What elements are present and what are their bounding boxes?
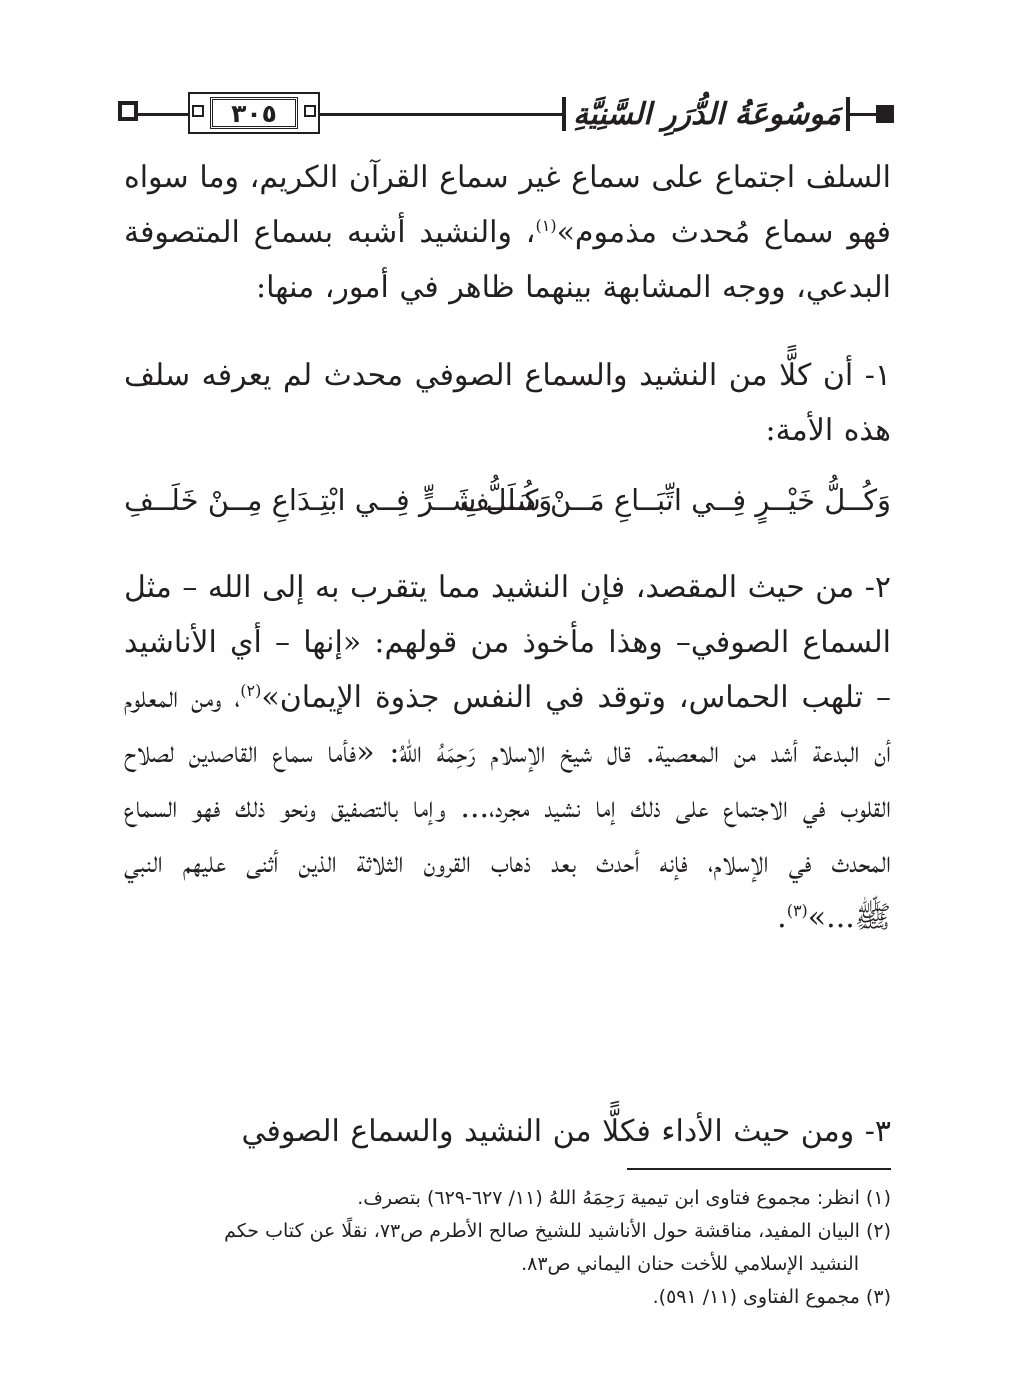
verse-first-hemistich: وَكُــلُّ خَيْــرٍ فِــي اتِّبَــاعِ مَــنْ سَلَــفِ: [459, 483, 891, 517]
poetry-verse: [124, 470, 891, 530]
list-item-2-text-a: ٢- من حيث المقصد، فإن النشيد مما يتقرب به إلى الله – مثل السماع الصوفي– وهذا مأخوذ من قولهم: «إنها – أي الأناشيد – تلهب الحماس، وتوقد في النفس جذوة الإيمان»: [124, 570, 891, 715]
page-header: [118, 86, 894, 146]
page-number-frame: [188, 92, 320, 134]
list-item-3: ٣- ومن حيث الأداء فكلًّا من النشيد والسماع الصوفي: [241, 1114, 891, 1149]
header-rule-right: [850, 113, 876, 116]
header-rule-left: [138, 113, 188, 116]
footnote-ref-3: (٣): [786, 901, 808, 920]
verse-second-hemistich: وَكُــلُّ شَــرٍّ فِــي ابْتِـدَاعِ مِــنْ خَلَــفِ: [124, 483, 553, 517]
footnote-3: (٣) مجموع الفتاوى (١١/ ٥٩١).: [652, 1286, 891, 1308]
paragraph-intro-tail: ، والنشيد أشبه بسماع المتصوفة البدعي، ووجه المشابهة بينهما ظاهر في أمور، منها:: [124, 215, 891, 305]
header-ornament-square-left: [118, 101, 138, 121]
book-title: مَوسُوعَةُ الدُّرَرِ السَّنِيَّةِ: [573, 96, 841, 132]
list-item-2: [124, 560, 891, 945]
paragraph-intro-text: السلف اجتماع على سماع غير سماع القرآن الكريم، وما سواه فهو سماع مُحدث مذموم»: [124, 160, 891, 250]
header-rule-middle: [320, 113, 562, 116]
frame-knot-right: [304, 105, 316, 117]
footnote-ref-1: (١): [535, 216, 557, 235]
list-item-1: ١- أن كلًّا من النشيد والسماع الصوفي محدث لم يعرفه سلف هذه الأمة:: [124, 358, 891, 448]
paragraph-intro: [124, 150, 891, 315]
footnote-2-continuation: النشيد الإسلامي للأخت حنان اليماني ص٨٣.: [521, 1253, 859, 1275]
header-title-bar-left: [562, 97, 566, 131]
footnote-separator: [627, 1168, 891, 1170]
page-number: ٣٠٥: [210, 97, 298, 129]
footnotes: [124, 1182, 891, 1314]
footnote-ref-2: (٢): [240, 681, 262, 700]
frame-knot-left: [192, 105, 204, 117]
header-title-bar-right: [846, 97, 850, 131]
footnote-2: (٢) البيان المفيد، مناقشة حول الأناشيد للشيخ صالح الأطرم ص٧٣، نقلًا عن كتاب حكم: [224, 1220, 891, 1242]
footnote-1: (١) انظر: مجموع فتاوى ابن تيمية رَحِمَهُ اللهُ (١١/ ٦٢٧-٦٢٩) بتصرف.: [357, 1187, 891, 1209]
list-item-2-end: .: [777, 900, 787, 935]
header-ornament-square-right: [876, 105, 894, 123]
list-item-2-text-b: ، ومن المعلوم أن البدعة أشد من المعصية. قال شيخ الإسلام رَحِمَهُ اللهُ: «فأما سماع القاصدين لصلاح القلوب في الاجتماع على ذلك إما نشيد مجرد،... وإما بالتصفيق ونحو ذلك فهو السماع المحدث في الإسلام، فإنه أحدث بعد ذهاب القرون الثلاثة الذين أثنى عليهم النبي ﷺ...»: [124, 680, 891, 935]
